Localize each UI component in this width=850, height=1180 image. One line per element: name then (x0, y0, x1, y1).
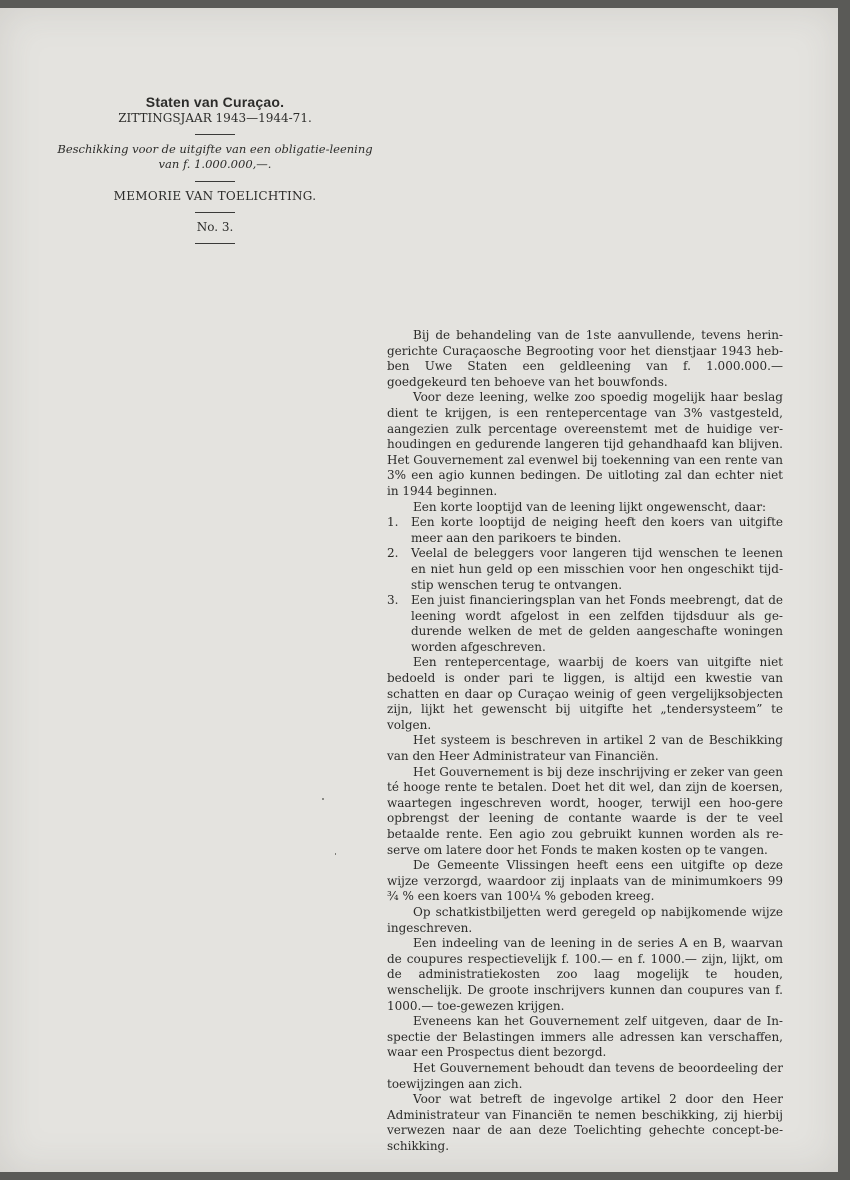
list-item (387, 546, 783, 593)
list-number: 1. (387, 515, 399, 530)
header-divider (195, 243, 235, 244)
subject-line: Beschikking voor de uitgifte van een obligatie-leening van f. 1.000.000,—. (57, 142, 373, 171)
header-divider (195, 212, 235, 213)
header-divider (195, 134, 235, 135)
document-header (50, 94, 380, 251)
paper-speck (322, 798, 324, 800)
header-divider (195, 181, 235, 182)
paragraph: De Gemeente Vlissingen heeft eens een uitgifte op deze wijze verzorgd, waardoor zij inplaats van de minimumkoers 99 ¾ % een koers van 100¼ % geboden kreeg. (387, 858, 783, 904)
list-number: 2. (387, 546, 399, 561)
paragraph: Een korte looptijd van de leening lijkt ongewenscht, daar: (413, 499, 767, 514)
session-year: ZITTINGSJAAR 1943—1944-71. (118, 111, 312, 125)
paper-speck (335, 853, 336, 855)
paragraph: Het systeem is beschreven in artikel 2 van de Beschikking van den Heer Administrateur van Financiën. (387, 733, 783, 764)
paragraph: Een indeeling van de leening in de series A en B, waarvan de coupures respectievelijk f. 100.— en f. 1000.— zijn, lijkt, om de administratiekosten zoo laag mogelijk te houden, wenschelijk. De groote inschrijvers kunnen dan coupures van f. 1000.— toe-gewezen krijgen. (387, 936, 783, 1013)
paragraph: Op schatkistbiljetten werd geregeld op nabijkomende wijze ingeschreven. (387, 904, 783, 935)
paragraph: Bij de behandeling van de 1ste aanvullende, tevens herin-gerichte Curaçaosche Begrooting voor het dienstjaar 1943 heb-ben Uwe Staten een geldleening van f. 1.000.000.— goedgekeurd ten behoeve van het bouwfonds. (387, 328, 783, 389)
paragraph: Eveneens kan het Gouvernement zelf uitgeven, daar de In-spectie der Belastingen immers alle adressen kan verschaffen, waar een Prospectus dient bezorgd. (387, 1014, 783, 1060)
paragraph: Voor wat betreft de ingevolge artikel 2 door den Heer Administrateur van Financiën te nemen beschikking, zij hierbij verwezen naar de aan deze Toelichting gehechte concept-be-schikking. (387, 1092, 783, 1153)
list-text: Een korte looptijd de neiging heeft den koers van uitgifte meer aan den parikoers te binden. (411, 515, 783, 545)
memorandum-body (387, 328, 783, 1154)
list-text: Veelal de beleggers voor langeren tijd wenschen te leenen en niet hun geld op een misschien voor hen ongeschikt tijd-stip wenschen terug te ontvangen. (411, 546, 783, 592)
document-type: MEMORIE VAN TOELICHTING. (113, 189, 317, 203)
list-item (387, 515, 783, 546)
paragraph: Het Gouvernement is bij deze inschrijving er zeker van geen té hooge rente te betalen. Doet het dit wel, dan zijn de koersen, waartegen ingeschreven wordt, hooger, terwijl een hoo-gere opbrengst der leening de contante waarde is der te veel betaalde rente. Een agio zou gebruikt kunnen worden als re-serve om latere door het Fonds te maken kosten op te vangen. (387, 764, 783, 857)
paragraph: Voor deze leening, welke zoo spoedig mogelijk haar beslag dient te krijgen, is een rentepercentage van 3% vastgesteld, aangezien zulk percentage overeenstemt met de huidige ver-houdingen en gedurende langeren tijd gehandhaafd kan blijven. Het Gouvernement zal evenwel bij toekenning van een rente van 3% een agio kunnen bedingen. De uitloting zal dan echter niet in 1944 beginnen. (387, 390, 783, 498)
institution-title: Staten van Curaçao. (145, 94, 285, 110)
document-page (0, 8, 838, 1172)
paragraph: Een rentepercentage, waarbij de koers van uitgifte niet bedoeld is onder pari te liggen, is altijd een kwestie van schatten en daar op Curaçao weinig of geen vergelijksobjecten zijn, lijkt het gewenscht bij uitgifte het „tendersysteem” te volgen. (387, 655, 783, 732)
paragraph: Het Gouvernement behoudt dan tevens de beoordeeling der toewijzingen aan zich. (387, 1060, 783, 1091)
list-text: Een juist financieringsplan van het Fonds meebrengt, dat de leening wordt afgelost in een zelfden tijdsduur als ge-durende welken de met de gelden aangeschafte woningen worden afgeschreven. (411, 593, 783, 654)
document-number: No. 3. (196, 220, 234, 234)
list-number: 3. (387, 593, 399, 608)
list-item (387, 593, 783, 655)
